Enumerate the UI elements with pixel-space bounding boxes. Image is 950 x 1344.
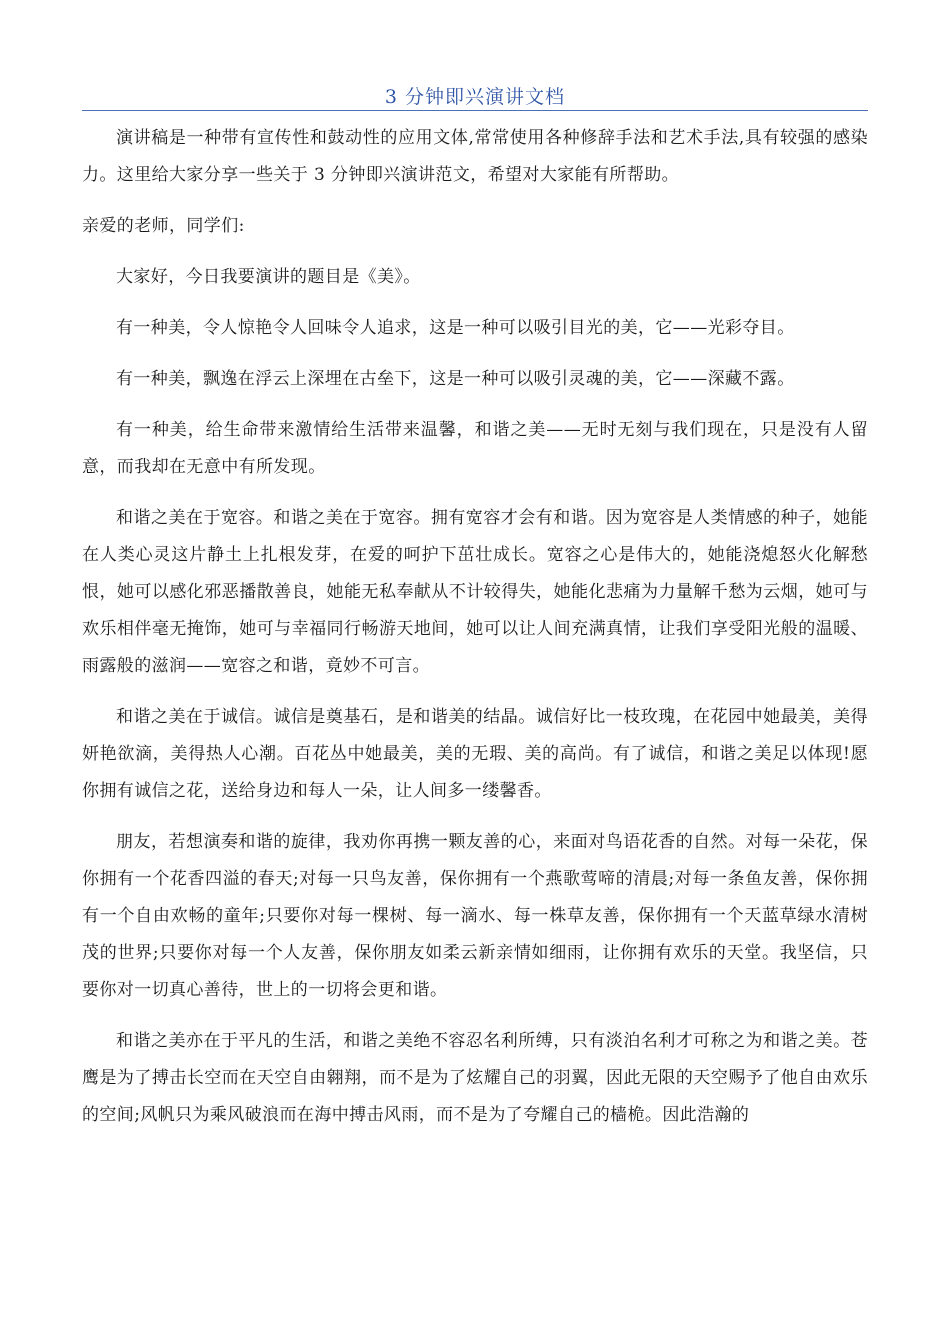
document-body bbox=[82, 120, 868, 1148]
paragraph-beauty-2: 有一种美，飘逸在浮云上深埋在古垒下，这是一种可以吸引灵魂的美，它——深藏不露。 bbox=[116, 369, 795, 389]
paragraph-ordinary-life: 和谐之美亦在于平凡的生活，和谐之美绝不容忍名利所缚，只有淡泊名利才可称之为和谐之美。苍鹰是为了搏击长空而在天空自由翱翔，而不是为了炫耀自己的羽翼，因此无限的天空赐予了他自由欢乐的空间;风帆只为乘风破浪而在海中搏击风雨，而不是为了夸耀自己的樯桅。因此浩瀚的 bbox=[82, 1031, 868, 1125]
paragraph-beauty-3: 有一种美，给生命带来激情给生活带来温馨，和谐之美——无时无刻与我们现在，只是没有人留意，而我却在无意中有所发现。 bbox=[82, 420, 868, 477]
paragraph-greeting: 大家好，今日我要演讲的题目是《美》。 bbox=[116, 267, 421, 287]
document-title: 3 分钟即兴演讲文档 bbox=[384, 86, 566, 108]
paragraph-salutation: 亲爱的老师，同学们: bbox=[82, 216, 245, 236]
paragraph-friendship: 朋友，若想演奏和谐的旋律，我劝你再携一颗友善的心，来面对鸟语花香的自然。对每一朵花，保你拥有一个花香四溢的春天;对每一只鸟友善，保你拥有一个燕歌莺啼的清晨;对每一条鱼友善，保你拥有一个自由欢畅的童年;只要你对每一棵树、每一滴水、每一株草友善，保你拥有一个天蓝草绿水清树茂的世界;只要你对每一个人友善，保你朋友如柔云新亲情如细雨，让你拥有欢乐的天堂。我坚信，只要你对一切真心善待，世上的一切将会更和谐。 bbox=[82, 832, 868, 1000]
page-header bbox=[82, 80, 868, 111]
paragraph-tolerance: 和谐之美在于宽容。和谐之美在于宽容。拥有宽容才会有和谐。因为宽容是人类情感的种子，她能在人类心灵这片静土上扎根发芽，在爱的呵护下茁壮成长。宽容之心是伟大的，她能浇熄怒火化解愁恨，她可以感化邪恶播散善良，她能无私奉献从不计较得失，她能化悲痛为力量解千愁为云烟，她可与欢乐相伴毫无掩饰，她可与幸福同行畅游天地间，她可以让人间充满真情，让我们享受阳光般的温暖、雨露般的滋润——宽容之和谐，竟妙不可言。 bbox=[82, 508, 868, 676]
paragraph-integrity: 和谐之美在于诚信。诚信是奠基石，是和谐美的结晶。诚信好比一枝玫瑰，在花园中她最美，美得妍艳欲滴，美得热人心潮。百花丛中她最美，美的无瑕、美的高尚。有了诚信，和谐之美足以体现!愿你拥有诚信之花，送给身边和每人一朵，让人间多一缕馨香。 bbox=[82, 707, 868, 801]
paragraph-intro: 演讲稿是一种带有宣传性和鼓动性的应用文体,常常使用各种修辞手法和艺术手法,具有较强的感染力。这里给大家分享一些关于 3 分钟即兴演讲范文，希望对大家能有所帮助。 bbox=[82, 128, 868, 185]
paragraph-beauty-1: 有一种美，令人惊艳令人回味令人追求，这是一种可以吸引目光的美，它——光彩夺目。 bbox=[116, 318, 795, 338]
